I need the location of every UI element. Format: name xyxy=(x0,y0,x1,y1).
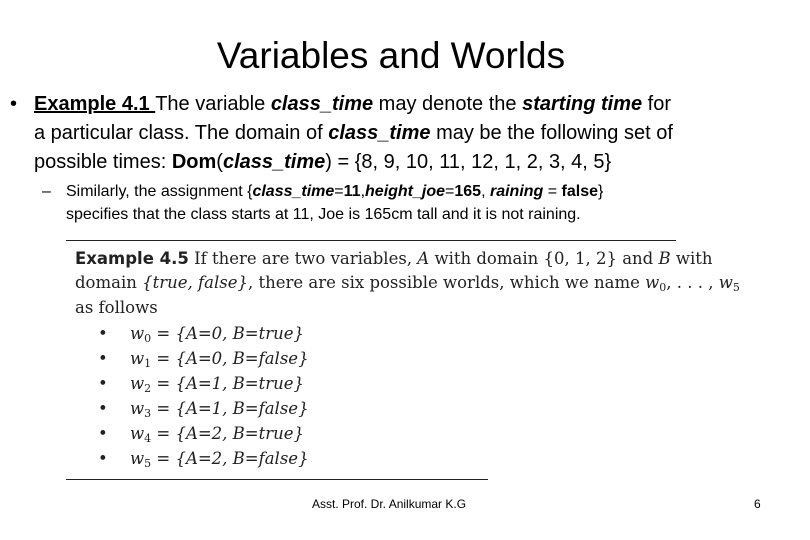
page-number: 6 xyxy=(754,497,761,511)
sub-bullet-line-1: Similarly, the assignment {class_time=11,height_joe=165, raining = false} xyxy=(66,183,604,200)
sub-bullet-text xyxy=(66,180,766,226)
bullet-marker: • xyxy=(10,93,18,115)
dom-function: Dom xyxy=(171,151,217,173)
slide-title: Variables and Worlds xyxy=(216,35,566,76)
excerpt-label: Example 4.5 xyxy=(75,249,189,268)
world-item: • $w_3 = \{A=1$, B=false} xyxy=(98,399,309,420)
variable-class-time: class_time xyxy=(222,151,326,173)
excerpt-top-rule xyxy=(66,240,676,241)
term-starting-time: starting time xyxy=(522,93,643,115)
example-label: Example 4.1 xyxy=(34,93,156,115)
excerpt-bottom-rule xyxy=(66,479,488,480)
bullet-text xyxy=(34,90,810,177)
world-item: • $w_2 = \{A=1$, B=true} xyxy=(98,374,305,395)
sub-bullet-marker: – xyxy=(42,183,51,200)
footer-author: Asst. Prof. Dr. Anilkumar K.G xyxy=(312,497,467,511)
excerpt-line-1: Example 4.5 If there are two variables, A with domain {0, 1, 2} and B with xyxy=(75,249,713,268)
textbook-excerpt-example-4-5 xyxy=(66,240,746,480)
variable-class-time: class_time xyxy=(328,122,431,144)
variable-class-time: class_time xyxy=(270,93,374,115)
world-item: • $w_1 = \{A=0$, B=false} xyxy=(98,349,309,370)
sub-bullet-line-2: specifies that the class starts at 11, Joe is 165cm tall and it is not raining. xyxy=(66,206,581,223)
excerpt-line-2: domain {true, false}, there are six possible worlds, which we name $w_0$, . . . , $w_5$ xyxy=(75,273,740,294)
bullet-line-2: a particular class. The domain of class_time may be the following set of xyxy=(34,122,673,144)
bullet-line-1: Example 4.1 The variable class_time may denote the starting time for xyxy=(34,93,672,115)
world-item: • $w_5 = \{A=2$, B=false} xyxy=(98,449,309,470)
excerpt-line-3: as follows xyxy=(75,298,158,317)
world-item: • $w_0 = \{A=0$, B=true} xyxy=(98,324,305,345)
world-item: • $w_4 = \{A=2$, B=true} xyxy=(98,424,305,445)
bullet-line-3: possible times: Dom(class_time) = {8, 9, 10, 11, 12, 1, 2, 3, 4, 5} xyxy=(34,151,612,173)
